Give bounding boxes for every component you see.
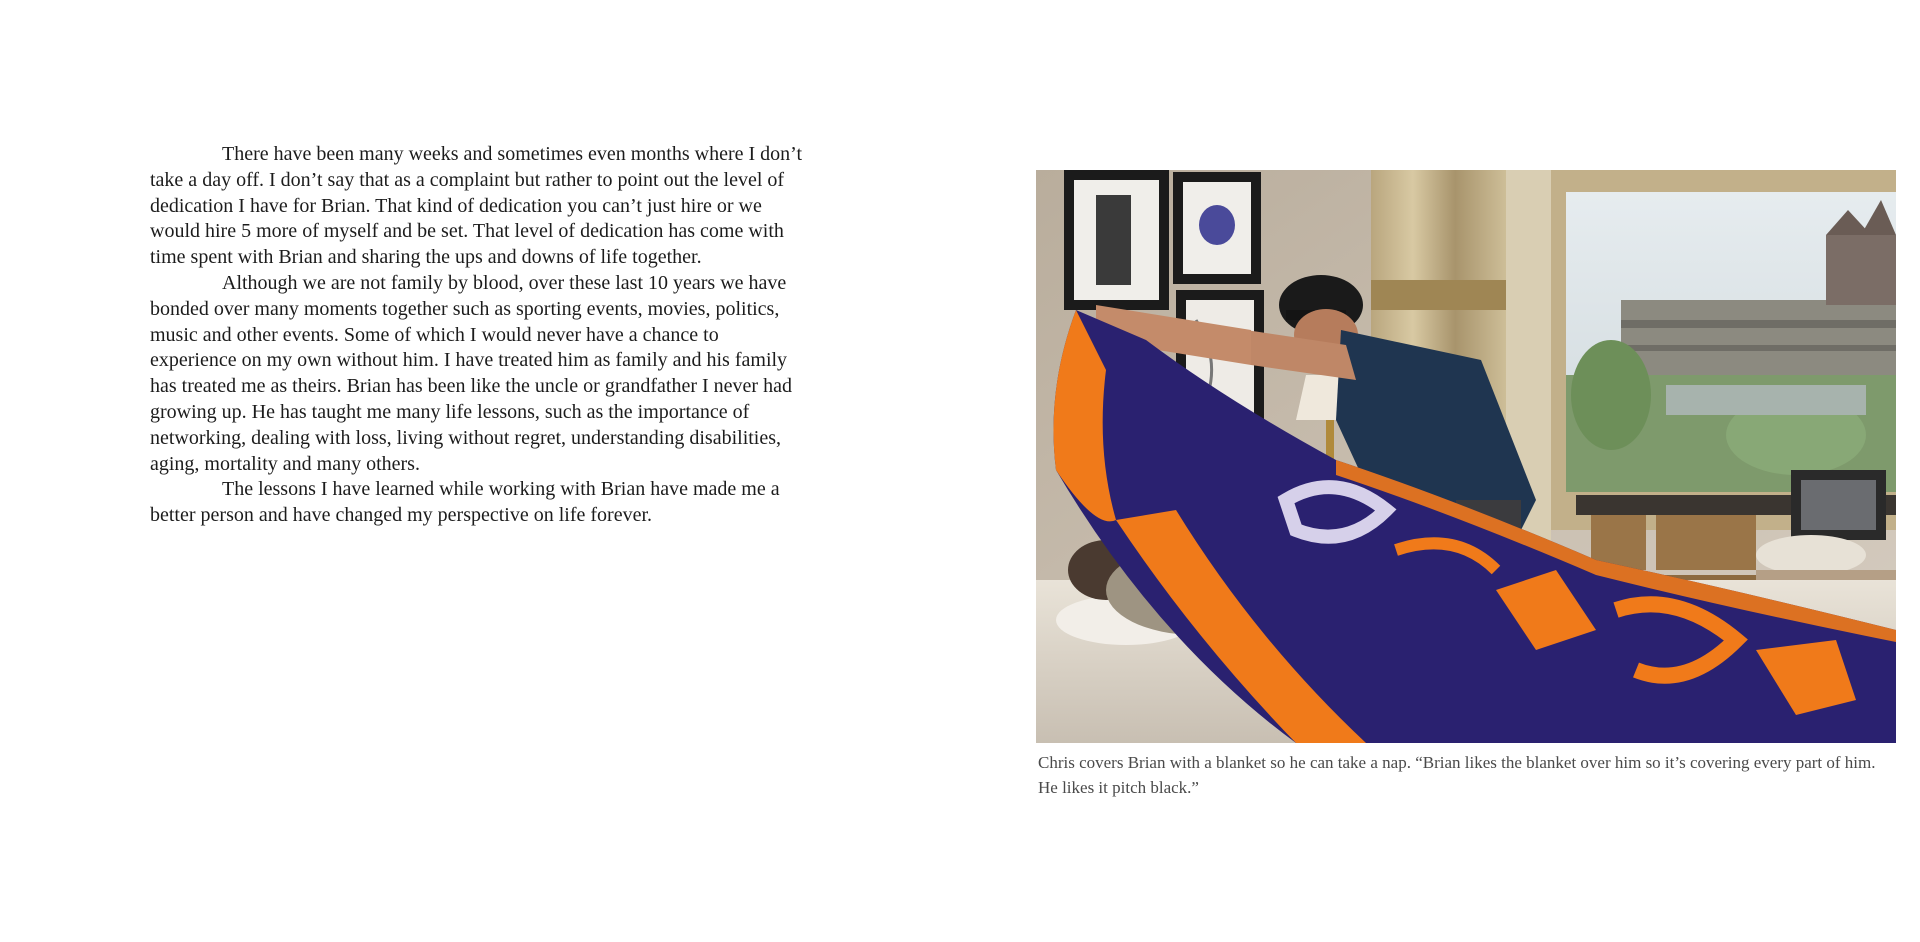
paragraph: There have been many weeks and sometimes even months where I don’t take a day off. I don’t say that as a complaint but rather to point out the level of dedication I have for Brian. That kind of dedication you can’t just hire or we would hire 5 more of myself and be set. That level of dedication has come with time spent with Brian and sharing the ups and downs of life together. — [150, 143, 802, 269]
body-text — [150, 142, 805, 529]
photo-caption: Chris covers Brian with a blanket so he can take a nap. “Brian likes the blanket over him so it’s covering every part of him. He likes it pitch black.” — [1038, 753, 1876, 797]
paragraph: Although we are not family by blood, over these last 10 years we have bonded over many moments together such as sporting events, movies, politics, music and other events. Some of which I would never have a chance to experience on my own without him. I have treated him as family and his family has treated me as theirs. Brian has been like the uncle or grandfather I never had growing up. He has taught me many life lessons, such as the importance of networking, dealing with loss, living without regret, understanding disabilities, aging, mortality and many others. — [150, 271, 792, 475]
paragraph: The lessons I have learned while working with Brian have made me a better person and have changed my perspective on life forever. — [150, 478, 780, 527]
photo — [1036, 170, 1896, 743]
photograph-icon — [1036, 170, 1896, 743]
